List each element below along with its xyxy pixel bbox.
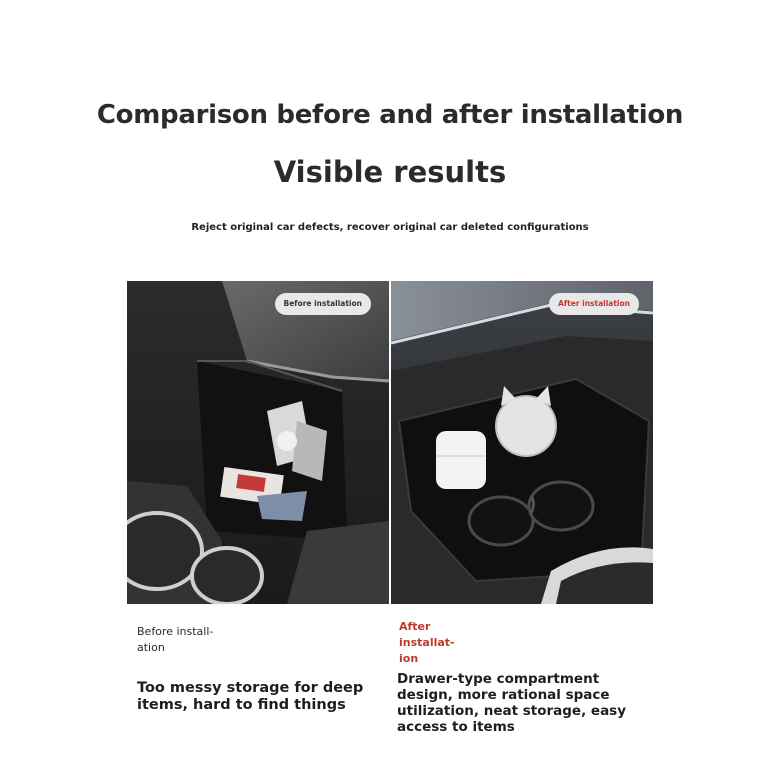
after-description: Drawer-type compartment design, more rational space utilization, neat storage, easy access to items [397, 671, 627, 735]
after-label [399, 619, 489, 667]
before-description: Too messy storage for deep items, hard to find things [137, 680, 364, 713]
tagline: Reject original car defects, recover original car deleted configurations [191, 222, 589, 233]
page-subtitle: Visible results [273, 155, 507, 189]
before-label-line2: ation [137, 641, 165, 654]
after-label-line2: ion [399, 652, 419, 665]
before-photo [127, 281, 389, 604]
after-photo [391, 281, 653, 604]
before-badge: Before installation [275, 293, 372, 315]
page-title: Comparison before and after installation [96, 100, 684, 130]
after-badge: After installation [549, 293, 639, 315]
before-console-illustration [127, 281, 389, 604]
after-label-line1: After installat- [399, 620, 455, 649]
after-console-illustration [391, 281, 653, 604]
before-label [137, 624, 227, 656]
before-label-line1: Before install- [137, 625, 214, 638]
